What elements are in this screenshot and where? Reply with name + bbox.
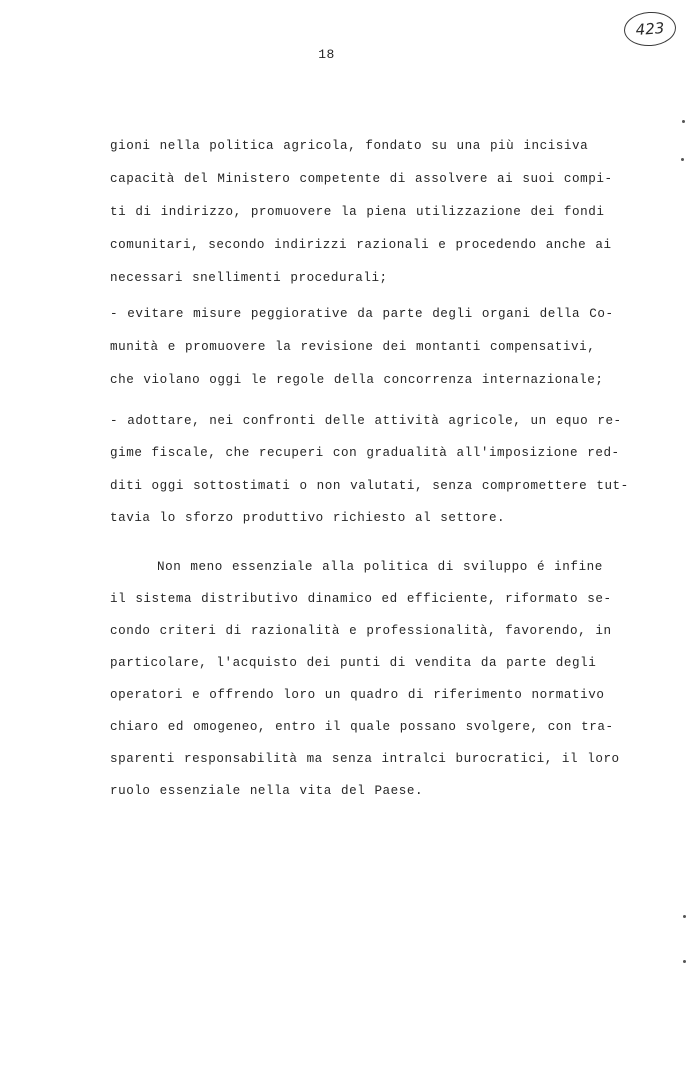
text-line: tavia lo sforzo produttivo richiesto al settore. <box>110 511 506 525</box>
text-line: necessari snellimenti procedurali; <box>110 271 388 285</box>
text-line: gioni nella politica agricola, fondato su una più incisiva <box>110 139 589 153</box>
text-line: munità e promuovere la revisione dei montanti compensativi, <box>110 340 596 354</box>
text-line: che violano oggi le regole della concorrenza internazionale; <box>110 373 604 387</box>
text-line: chiaro ed omogeneo, entro il quale possano svolgere, con tra- <box>110 720 614 734</box>
text-line: sparenti responsabilità ma senza intralci burocratici, il loro <box>110 752 620 766</box>
text-line: - evitare misure peggiorative da parte degli organi della Co- <box>110 307 614 321</box>
scan-speck <box>683 915 686 918</box>
scan-speck <box>681 158 684 161</box>
text-line: ti di indirizzo, promuovere la piena utilizzazione dei fondi <box>110 205 605 219</box>
text-line: diti oggi sottostimati o non valutati, senza compromettere tut- <box>110 479 629 493</box>
text-line: gime fiscale, che recuperi con gradualità all'imposizione red- <box>110 446 620 460</box>
text-line: il sistema distributivo dinamico ed efficiente, riformato se- <box>110 592 612 606</box>
text-line: comunitari, secondo indirizzi razionali e procedendo anche ai <box>110 238 612 252</box>
text-line: particolare, l'acquisto dei punti di vendita da parte degli <box>110 656 597 670</box>
text-line: ruolo essenziale nella vita del Paese. <box>110 784 424 798</box>
text-line: - adottare, nei confronti delle attività agricole, un equo re- <box>110 414 622 428</box>
text-line: Non meno essenziale alla politica di sviluppo é infine <box>157 560 603 574</box>
text-line: capacità del Ministero competente di assolvere ai suoi compi- <box>110 172 613 186</box>
scan-speck <box>682 120 685 123</box>
scan-speck <box>683 960 686 963</box>
archive-stamp <box>623 10 677 48</box>
page-number: 18 <box>318 47 335 62</box>
text-line: condo criteri di razionalità e professionalità, favorendo, in <box>110 624 612 638</box>
archive-stamp-number: 423 <box>635 19 665 39</box>
text-line: operatori e offrendo loro un quadro di riferimento normativo <box>110 688 605 702</box>
